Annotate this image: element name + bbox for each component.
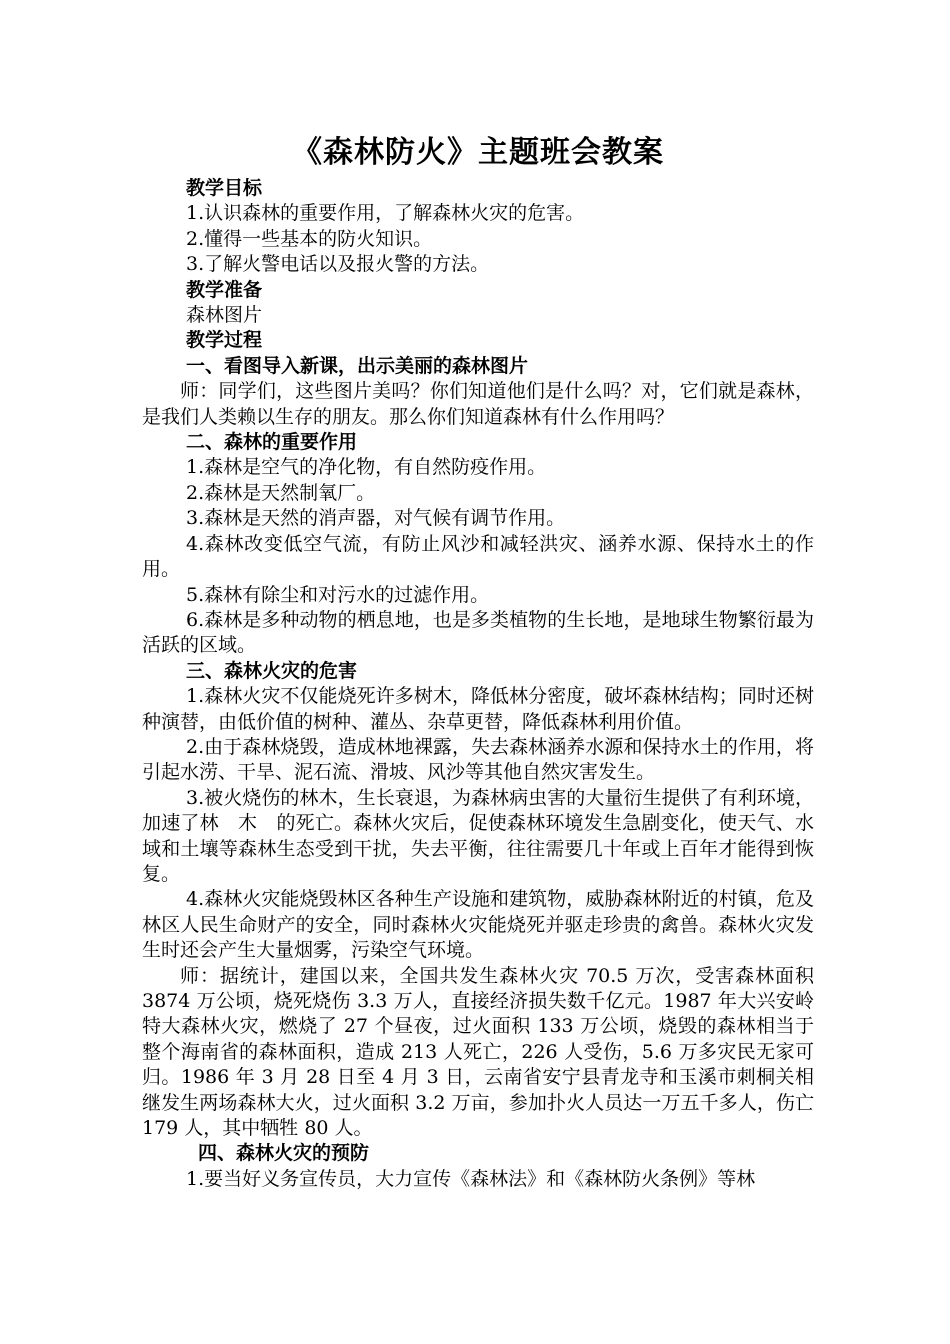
list-item: 4.森林改变低空气流，有防止风沙和减轻洪灾、涵养水源、保持水土的作用。 — [142, 532, 814, 581]
document-page — [142, 134, 814, 1192]
list-item: 6.森林是多种动物的栖息地，也是多类植物的生长地，是地球生物繁衍最为活跃的区域。 — [142, 608, 814, 657]
prep-text: 森林图片 — [186, 304, 263, 327]
list-item: 5.森林有除尘和对污水的过滤作用。 — [186, 583, 490, 606]
list-item: 4.森林火灾能烧毁林区各种生产设施和建筑物，威胁森林附近的村镇，危及林区人民生命财产的安全，同时森林火灾能烧死并驱走珍贵的禽兽。森林火灾发生时还会产生大量烟雾，污染空气环境。 — [142, 888, 814, 962]
list-item: 1.要当好义务宣传员，大力宣传《森林法》和《森林防火条例》等林 — [186, 1167, 756, 1190]
list-item: 2.由于森林烧毁，造成林地裸露，失去森林涵养水源和保持水土的作用，将引起水涝、干旱、泥石流、滑坡、风沙等其他自然灾害发生。 — [142, 735, 814, 784]
section-heading: 一、看图导入新课，出示美丽的森林图片 — [186, 354, 529, 377]
section-heading: 四、森林火灾的预防 — [198, 1142, 370, 1165]
goal-item: 3.了解火警电话以及报火警的方法。 — [186, 253, 490, 276]
list-item: 1.森林是空气的净化物，有自然防疫作用。 — [186, 456, 547, 479]
document-title: 《森林防火》主题班会教案 — [292, 135, 664, 170]
teacher-paragraph: 师：据统计，建国以来，全国共发生森林火灾 70.5 万次，受害森林面积 3874 万公顷，烧死烧伤 3.3 万人，直接经济损失数千亿元。1987 年大兴安岭特大森林火灾，燃烧了 27 个昼夜，过火面积 133 万公顷，烧毁的森林相当于整个海南省的森林面积，造成 213 人死亡，226 人受伤，5.6 万多灾民无家可归。1986 年 3 月 28 日至 4 月 3 日，云南省安宁县青龙寺和玉溪市刺桐关相继发生两场森林大火，过火面积 3.2 万亩，参加扑火人员达一万五千多人，伤亡 179 人，其中牺牲 80 人。 — [142, 964, 814, 1140]
section-heading: 三、森林火灾的危害 — [186, 659, 358, 682]
section-paragraph: 师：同学们，这些图片美吗？你们知道他们是什么吗？对，它们就是森林，是我们人类赖以生存的朋友。那么你们知道森林有什么作用吗？ — [142, 380, 814, 428]
list-item: 3.森林是天然的消声器，对气候有调节作用。 — [186, 507, 566, 530]
goal-item: 2.懂得一些基本的防火知识。 — [186, 227, 433, 250]
section-heading: 二、森林的重要作用 — [186, 431, 358, 454]
goal-item: 1.认识森林的重要作用，了解森林火灾的危害。 — [186, 202, 585, 225]
prep-heading: 教学准备 — [186, 278, 263, 301]
list-item: 2.森林是天然制氧厂。 — [186, 481, 376, 504]
process-heading: 教学过程 — [186, 329, 263, 352]
list-item: 3.被火烧伤的林木，生长衰退，为森林病虫害的大量衍生提供了有利环境，加速了林 木 的死亡。森林火灾后，促使森林环境发生急剧变化，使天气、水域和土壤等森林生态受到干扰，失去平衡，往往需要几十年或上百年才能得到恢复。 — [142, 786, 814, 885]
list-item: 1.森林火灾不仅能烧死许多树木，降低林分密度，破坏森林结构；同时还树种演替，由低价值的树种、灌丛、杂草更替，降低森林利用价值。 — [142, 685, 814, 733]
goals-heading: 教学目标 — [186, 177, 263, 199]
